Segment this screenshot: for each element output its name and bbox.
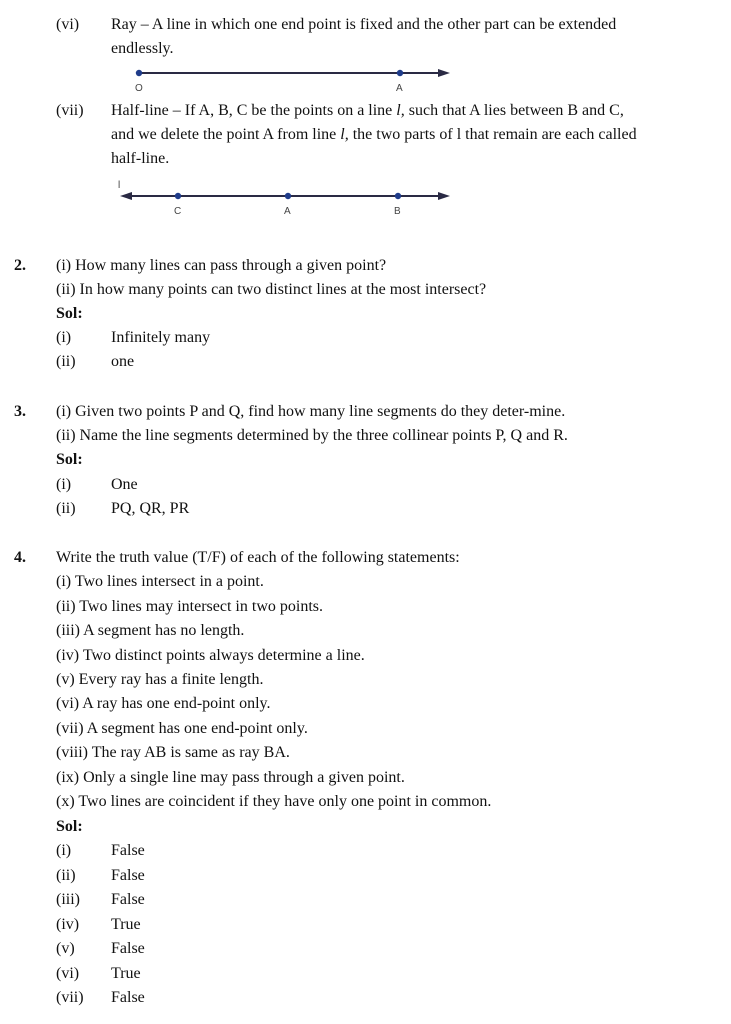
q2-question-ii: (ii) In how many points can two distinct lines at the most intersect? <box>56 281 487 298</box>
half-line-label-a: A <box>284 206 291 217</box>
def-vi-text-line2: endlessly. <box>111 40 174 57</box>
half-line-point-b <box>395 193 401 199</box>
def-vi-number: (vi) <box>56 16 80 33</box>
half-line-label-c: C <box>174 206 182 217</box>
q3-question-i: (i) Given two points P and Q, find how many line segments do they deter-mine. <box>56 403 566 420</box>
q2-number: 2. <box>14 257 26 274</box>
def-vii-line2-l: l, <box>340 126 349 143</box>
q4-answer: True <box>111 916 141 933</box>
q4-answer: False <box>111 891 145 908</box>
q4-answer-label: (i) <box>56 842 72 859</box>
def-vi-text-line1: Ray – A line in which one end point is fixed and the other part can be extended <box>111 16 617 33</box>
def-vii-line1-l: l, <box>396 102 405 119</box>
q3-answer-i: One <box>111 476 138 493</box>
q2-answer-label-ii: (ii) <box>56 353 76 370</box>
q2-answer-i: Infinitely many <box>111 329 211 346</box>
ray-point-o <box>136 70 142 76</box>
half-line-label-b: B <box>394 206 401 217</box>
q4-answer: False <box>111 867 145 884</box>
half-line-arrowhead-left <box>120 192 132 200</box>
q4-answer-label: (iii) <box>56 891 80 908</box>
ray-figure <box>128 64 458 94</box>
q2-question-i: (i) How many lines can pass through a given point? <box>56 257 387 274</box>
q4-answer: False <box>111 940 145 957</box>
q4-answer-label: (iv) <box>56 916 80 933</box>
q4-sol-label: Sol: <box>56 818 83 835</box>
q4-statement: (iii) A segment has no length. <box>56 622 245 639</box>
ray-arrowhead <box>438 69 450 77</box>
q4-statement: (ii) Two lines may intersect in two points. <box>56 598 323 615</box>
def-vii-number: (vii) <box>56 102 84 119</box>
q4-answer: False <box>111 989 145 1006</box>
half-line-label-l: l <box>118 180 121 191</box>
q4-answer-label: (v) <box>56 940 75 957</box>
q4-answer: True <box>111 965 141 982</box>
q4-answer-label: (ii) <box>56 867 76 884</box>
ray-label-a: A <box>396 83 403 94</box>
ray-label-o: O <box>135 83 143 94</box>
def-vii-line1-part-b: such that A lies between B and C, <box>404 102 624 119</box>
q4-statement: (viii) The ray AB is same as ray BA. <box>56 744 290 761</box>
def-vii-line2-part-b: the two parts of l that remain are each called <box>348 126 637 143</box>
def-vii-text-line3: half-line. <box>111 150 170 167</box>
q3-answer-label-i: (i) <box>56 476 72 493</box>
ray-point-a <box>397 70 403 76</box>
half-line-figure <box>112 178 458 218</box>
def-vii-text-line1 <box>111 99 624 123</box>
q3-sol-label: Sol: <box>56 451 83 468</box>
q3-number: 3. <box>14 403 26 420</box>
q3-answer-ii: PQ, QR, PR <box>111 500 190 517</box>
half-line-point-a <box>285 193 291 199</box>
q4-statement: (ix) Only a single line may pass through a given point. <box>56 769 405 786</box>
q4-prompt: Write the truth value (T/F) of each of the following statements: <box>56 549 460 566</box>
q2-answer-label-i: (i) <box>56 329 72 346</box>
half-line-arrowhead-right <box>438 192 450 200</box>
q4-statement: (iv) Two distinct points always determine a line. <box>56 647 365 664</box>
q4-number: 4. <box>14 549 26 566</box>
half-line-point-c <box>175 193 181 199</box>
q4-statement: (i) Two lines intersect in a point. <box>56 573 264 590</box>
q2-sol-label: Sol: <box>56 305 83 322</box>
q4-statement: (x) Two lines are coincident if they have only one point in common. <box>56 793 492 810</box>
q4-statement: (v) Every ray has a finite length. <box>56 671 264 688</box>
def-vii-text-line2 <box>111 123 637 147</box>
def-vii-line1-part-a: Half-line – If A, B, C be the points on a line <box>111 102 397 119</box>
q3-answer-label-ii: (ii) <box>56 500 76 517</box>
q4-answer-label: (vii) <box>56 989 84 1006</box>
q4-statement: (vi) A ray has one end-point only. <box>56 695 271 712</box>
q4-answer-label: (vi) <box>56 965 80 982</box>
q4-statement: (vii) A segment has one end-point only. <box>56 720 308 737</box>
q4-answer: False <box>111 842 145 859</box>
q2-answer-ii: one <box>111 353 135 370</box>
q3-question-ii: (ii) Name the line segments determined by the three collinear points P, Q and R. <box>56 427 568 444</box>
def-vii-line2-part-a: and we delete the point A from line <box>111 126 341 143</box>
